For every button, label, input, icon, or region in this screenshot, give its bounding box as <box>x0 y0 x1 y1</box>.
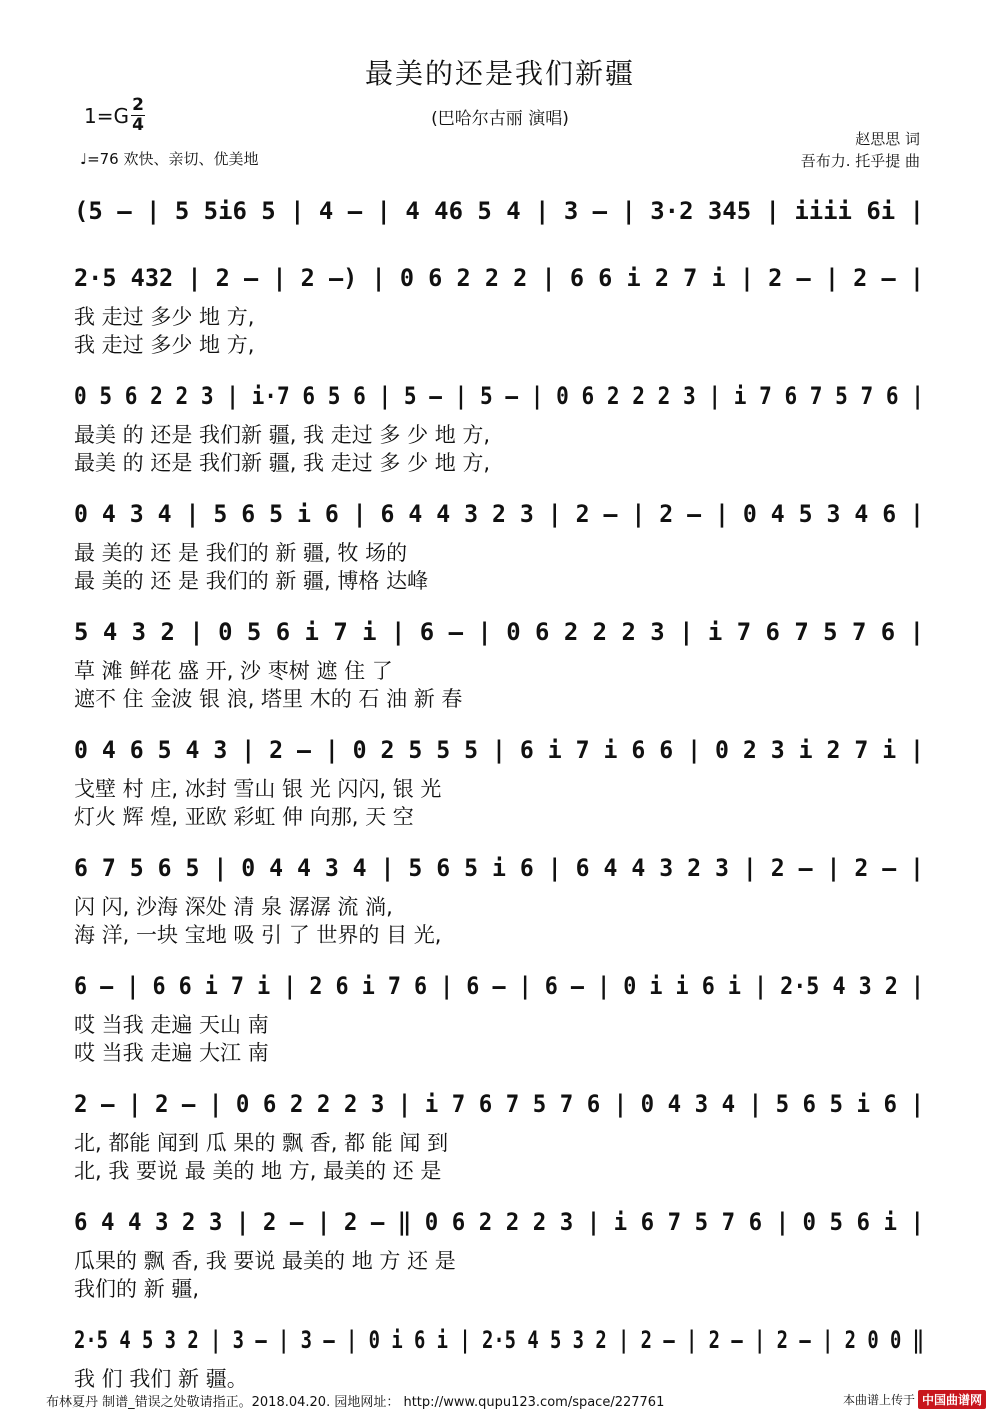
notation-row: 2 – | 2 – | 0 6 2 2 2 3 | i 7 6 7 5 7 6 | 0 4 3 4 | 5 6 5 i 6 | <box>74 1090 924 1118</box>
lyric-line-1: 草 滩 鲜花 盛 开, 沙 枣树 遮 住 了 <box>74 659 393 683</box>
lyric-line-2: 最 美的 还 是 我们的 新 疆, 博格 达峰 <box>74 569 429 593</box>
time-sig-bottom: 4 <box>132 115 144 135</box>
notation-row: 6 7 5 6 5 | 0 4 4 3 4 | 5 6 5 i 6 | 6 4 4 3 2 3 | 2 – | 2 – | <box>74 854 924 882</box>
key-signature: 1=G <box>84 104 129 128</box>
lyric-line-1: 瓜果的 飘 香, 我 要说 最美的 地 方 还 是 <box>74 1249 456 1273</box>
lyric-line-1: 哎 当我 走遍 天山 南 <box>74 1013 269 1037</box>
lyric-line-2: 灯火 辉 煌, 亚欧 彩虹 伸 向那, 天 空 <box>74 805 414 829</box>
lyric-line-2: 遮不 住 金波 银 浪, 塔里 木的 石 油 新 春 <box>74 687 463 711</box>
footer-note: 布林夏丹 制谱_错误之处敬请指正。2018.04.20. 园地网址： http://www.qupu123.com/space/227761 <box>46 1395 665 1410</box>
lyric-line-1: 最 美的 还 是 我们的 新 疆, 牧 场的 <box>74 541 408 565</box>
lyric-line-1: 北, 都能 闻到 瓜 果的 飘 香, 都 能 闻 到 <box>74 1131 449 1155</box>
site-logo: 中国曲谱网 <box>918 1390 986 1409</box>
time-sig-top: 2 <box>132 95 144 115</box>
lyric-line-1: 我 走过 多少 地 方, <box>74 305 255 329</box>
lyric-line-2: 海 洋, 一块 宝地 吸 引 了 世界的 目 光, <box>74 923 442 947</box>
notation-row: 0 5 6 2 2 3 | i·7 6 5 6 | 5 – | 5 – | 0 6 2 2 2 3 | i 7 6 7 5 7 6 | <box>74 382 924 410</box>
tempo-marking: ♩=76 欢快、亲切、优美地 <box>80 150 259 168</box>
notation-row: (5 – | 5 5i6 5 | 4 – | 4 46 5 4 | 3 – | 3·2 345 | iiii 6i | <box>74 197 924 225</box>
lyric-line-1: 闪 闪, 沙海 深处 清 泉 潺潺 流 淌, <box>74 895 393 919</box>
notation-row: 2·5 432 | 2 – | 2 –) | 0 6 2 2 2 | 6 6 i 2 7 i | 2 – | 2 – | <box>74 264 924 292</box>
footer-upload <box>843 1390 986 1409</box>
composer-credit: 吾布力. 托乎提 曲 <box>800 152 920 170</box>
lyric-line-2: 哎 当我 走遍 大江 南 <box>74 1041 269 1065</box>
upload-label: 本曲谱上传于 <box>842 1393 915 1407</box>
performer-subtitle: (巴哈尔古丽 演唱) <box>431 109 569 129</box>
lyric-line-1: 戈壁 村 庄, 冰封 雪山 银 光 闪闪, 银 光 <box>74 777 442 801</box>
lyric-line-2: 我 走过 多少 地 方, <box>74 333 255 357</box>
lyric-line-2: 最美 的 还是 我们新 疆, 我 走过 多 少 地 方, <box>74 451 491 475</box>
notation-row: 2·5 4 5 3 2 | 3 – | 3 – | 0 i 6 i | 2·5 4 5 3 2 | 2 – | 2 – | 2 – | 2 0 0 ‖ <box>74 1326 924 1354</box>
notation-row: 6 4 4 3 2 3 | 2 – | 2 – ‖ 0 6 2 2 2 3 | i 6 7 5 7 6 | 0 5 6 i | <box>74 1208 924 1236</box>
lyric-line-1: 最美 的 还是 我们新 疆, 我 走过 多 少 地 方, <box>74 423 491 447</box>
lyricist-credit: 赵思思 词 <box>855 130 920 148</box>
notation-row: 5 4 3 2 | 0 5 6 i 7 i | 6 – | 0 6 2 2 2 3 | i 7 6 7 5 7 6 | <box>74 618 924 646</box>
song-title: 最美的还是我们新疆 <box>364 57 635 90</box>
lyric-line-2: 我们的 新 疆, <box>74 1277 200 1301</box>
notation-row: 6 – | 6 6 i 7 i | 2 6 i 7 6 | 6 – | 6 – | 0 i i 6 i | 2·5 4 3 2 | <box>74 972 924 1000</box>
notation-row: 0 4 6 5 4 3 | 2 – | 0 2 5 5 5 | 6 i 7 i 6 6 | 0 2 3 i 2 7 i | <box>74 736 924 764</box>
lyric-line-1: 我 们 我们 新 疆。 <box>74 1367 248 1391</box>
lyric-line-2: 北, 我 要说 最 美的 地 方, 最美的 还 是 <box>74 1159 442 1183</box>
notation-row: 0 4 3 4 | 5 6 5 i 6 | 6 4 4 3 2 3 | 2 – | 2 – | 0 4 5 3 4 6 | <box>74 500 924 528</box>
